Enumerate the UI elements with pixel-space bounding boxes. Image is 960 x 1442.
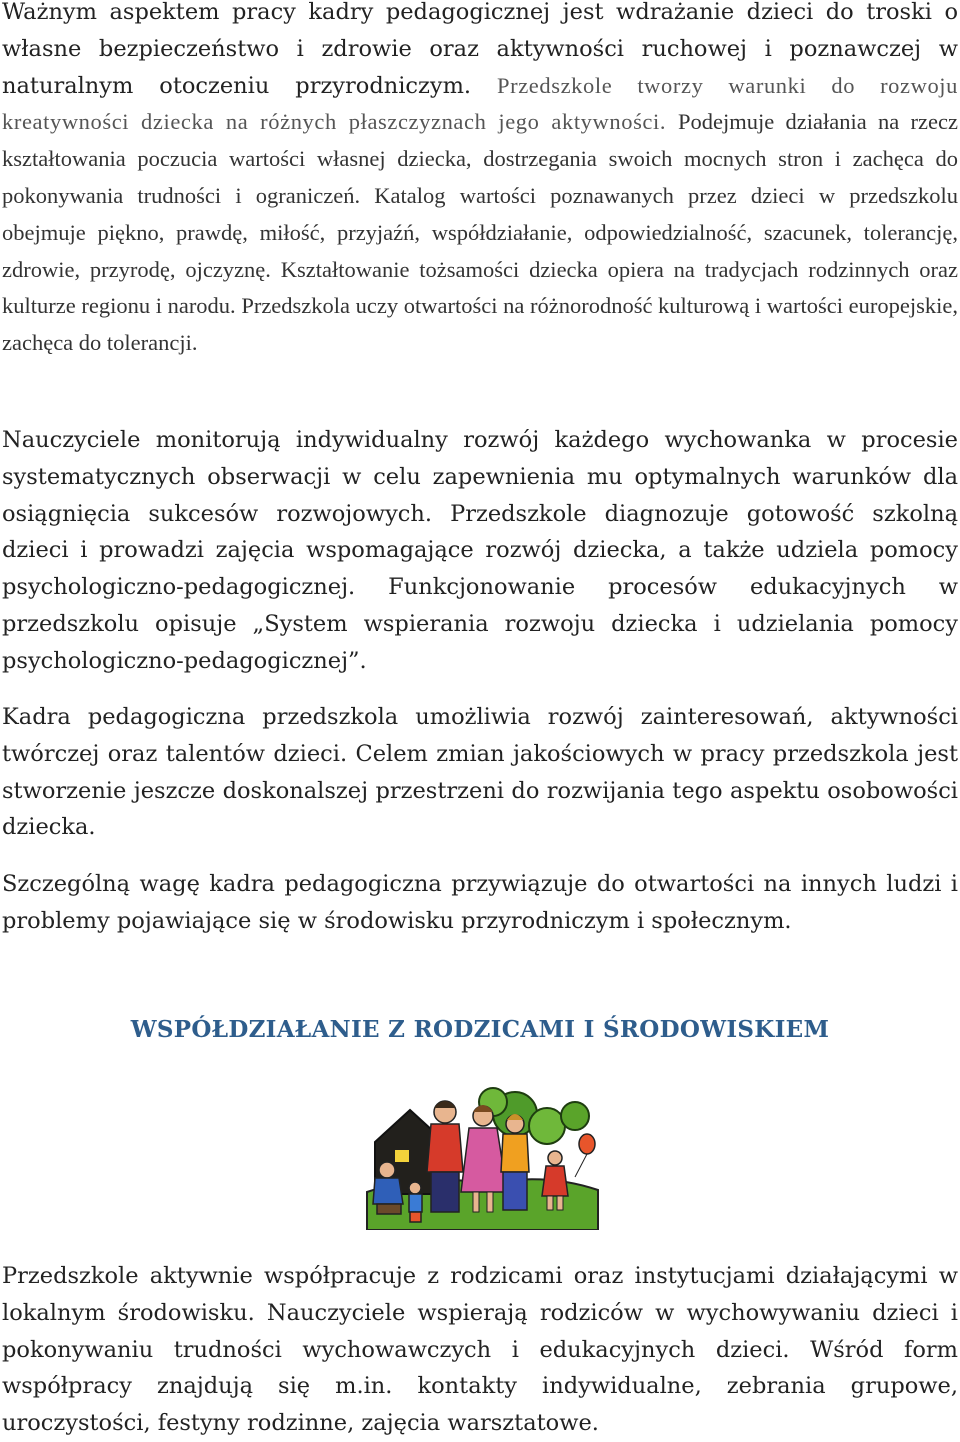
paragraph-safety-values: [2, 0, 958, 362]
paragraph-1-segment-c: Podejmuje działania na rzecz kształtowania poczucia wartości własnej dziecka, dostrzegania swoich mocnych stron i zachęca do pokonywania trudności i ograniczeń. Katalog wartości poznawanych przez dzieci w przedszkolu obejmuje piękno, prawdę, miłość, przyjaźń, współdziałanie, odpowiedzialność, szacunek, tolerancję, zdrowie, przyrodę, ojczyznę. Kształtowanie tożsamości dziecka opiera na tradycjach rodzinnych oraz kulturze regionu i narodu. Przedszkola uczy otwartości na różnorodność kulturową i wartości europejskie, zachęca do tolerancji.: [2, 109, 958, 356]
paragraph-interests: Kadra pedagogiczna przedszkola umożliwia rozwój zainteresowań, aktywności twórczej oraz talentów dzieci. Celem zmian jakościowych w pracy przedszkola jest stworzenie jeszcze doskonalszej przestrzeni do rozwijania tego aspektu osobowości dziecka.: [2, 704, 958, 841]
section-heading: WSPÓŁDZIAŁANIE Z RODZICAMI I ŚRODOWISKIEM: [130, 1016, 830, 1043]
paragraph-openness: Szczególną wagę kadra pedagogiczna przywiązuje do otwartości na innych ludzi i problemy pojawiające się w środowisku przyrodniczym i społecznym.: [2, 871, 958, 934]
paragraph-cooperation: Przedszkole aktywnie współpracuje z rodzicami oraz instytucjami działającymi w lokalnym środowisku. Nauczyciele wspierają rodziców w wychowywaniu dzieci i pokonywaniu trudności wychowawczych i edukacyjnych dzieci. Wśród form współpracy znajdują się m.in. kontakty indywidualne, zebrania grupowe, uroczystości, festyny rodzinne, zajęcia warsztatowe.: [2, 1263, 958, 1437]
paragraph-monitoring: Nauczyciele monitorują indywidualny rozwój każdego wychowanka w procesie systematycznych obserwacji w celu zapewnienia mu optymalnych warunków dla osiągnięcia sukcesów rozwojowych. Przedszkole diagnozuje gotowość szkolną dzieci i prowadzi zajęcia wspomagające rozwój dziecka, a także udziela pomocy psychologiczno-pedagogicznej. Funkcjonowanie procesów edukacyjnych w przedszkolu opisuje „System wspierania rozwoju dziecka i udzielania pomocy psychologiczno-pedagogicznej”.: [2, 427, 958, 674]
paragraph-1-segment-b: Przedszkole tworzy warunki do rozwoju kreatywności dziecka na różnych płaszczyznach jego aktywności.: [2, 72, 958, 135]
paragraph-1-segment-a: Ważnym aspektem pracy kadry pedagogicznej jest wdrażanie dzieci do troski o własne bezpieczeństwo i zdrowie oraz aktywności ruchowej i poznawczej w naturalnym otoczeniu przyrodniczym.: [2, 0, 958, 99]
family-clipart-illustration: [365, 1072, 600, 1230]
